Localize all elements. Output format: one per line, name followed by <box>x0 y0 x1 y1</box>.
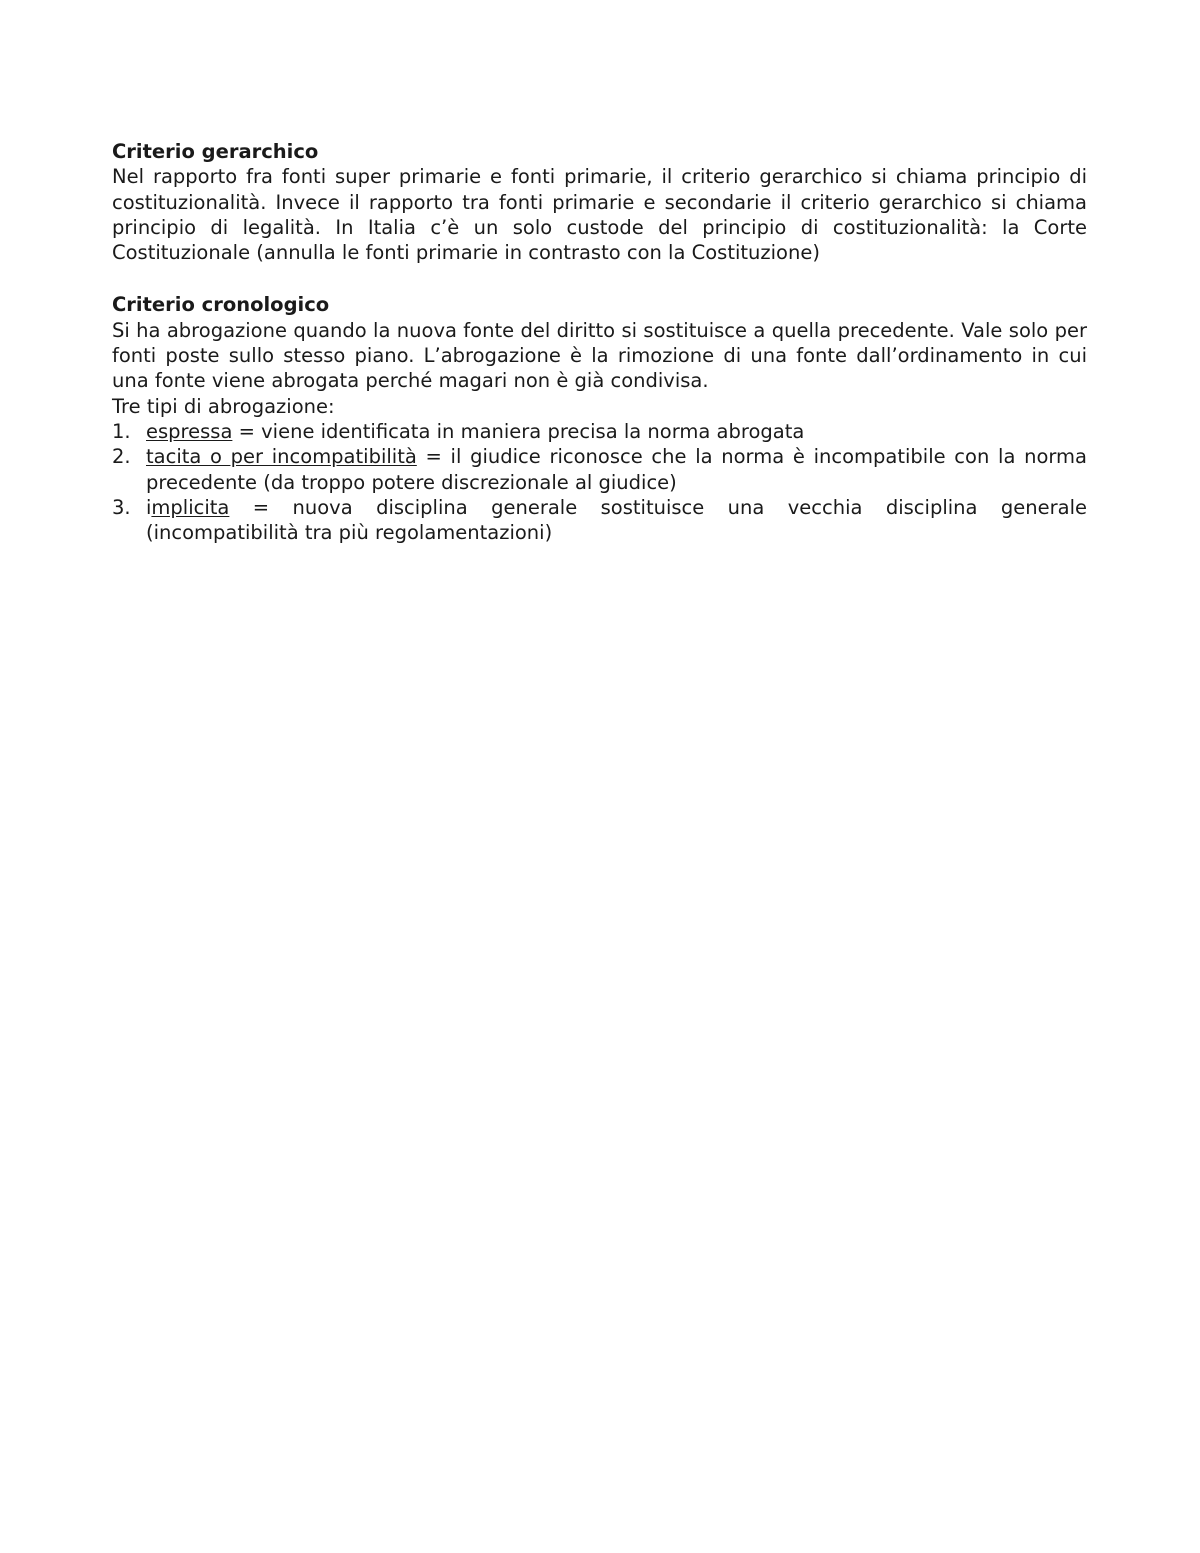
list-item-definition: = nuova disciplina generale sostituisce una vecchia disciplina generale (incompatibilità tra più regolamentazioni) <box>146 495 1087 545</box>
list-item-term: tacita o per incompatibilità <box>146 445 417 469</box>
list-item-term: mplicita <box>151 495 230 519</box>
section-heading-criterio-gerarchico: Criterio gerarchico <box>112 140 319 163</box>
section-body-criterio-gerarchico: Nel rapporto fra fonti super primarie e fonti primarie, il criterio gerarchico si chiama principio di costituzionalità. Invece il rapporto tra fonti primarie e secondarie il criterio gerarchico si chiama principio di legalità. In Italia c’è un solo custode del principio di costituzionalità: la Corte Costituzionale (annulla le fonti primarie in contrasto con la Costituzione) <box>112 165 1087 265</box>
list-item-prefix: i <box>146 495 152 519</box>
section-heading-criterio-cronologico: Criterio cronologico <box>112 293 330 317</box>
abrogation-types-list <box>112 419 1087 545</box>
list-item-term: espressa <box>146 419 233 443</box>
document-content <box>112 139 1087 545</box>
list-item-number: 2. <box>112 445 131 469</box>
list-item-number: 1. <box>112 419 131 443</box>
section-body-criterio-cronologico: Si ha abrogazione quando la nuova fonte del diritto si sostituisce a quella precedente. Vale solo per fonti poste sullo stesso piano. L’abrogazione è la rimozione di una fonte dall’ordinamento in cui una fonte viene abrogata perché magari non è già condivisa. <box>112 318 1087 393</box>
list-item-definition: = il giudice riconosce che la norma è incompatibile con la norma precedente (da troppo potere discrezionale al giudice) <box>146 445 1088 494</box>
list-item <box>112 444 1087 495</box>
list-item <box>112 495 1087 546</box>
list-item-number: 3. <box>112 495 131 519</box>
list-item <box>112 419 1087 444</box>
paragraph-spacer <box>112 265 1087 292</box>
list-intro: Tre tipi di abrogazione: <box>112 394 335 418</box>
list-item-definition: = viene identificata in maniera precisa la norma abrogata <box>232 419 805 443</box>
